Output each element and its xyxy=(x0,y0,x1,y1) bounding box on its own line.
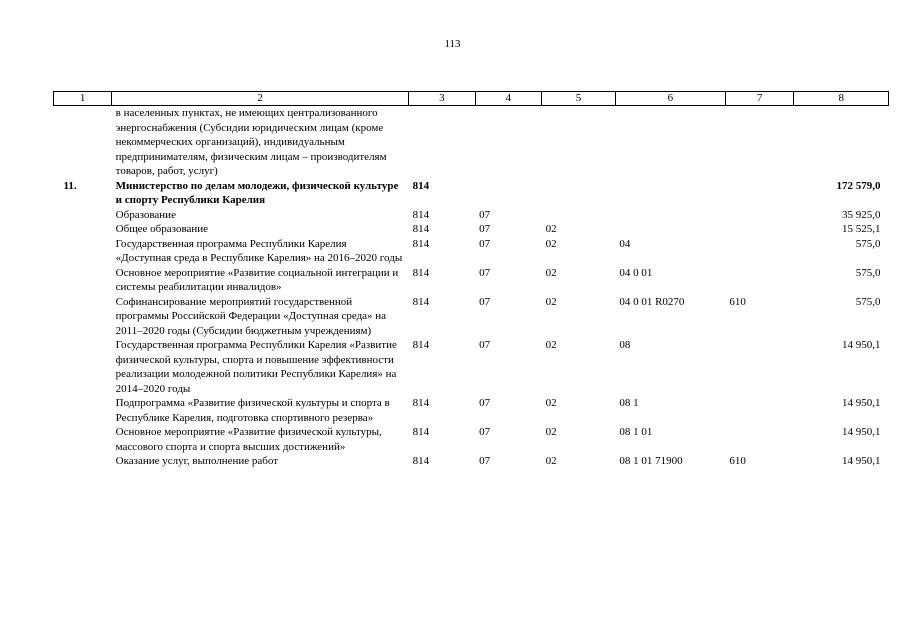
row-subsection-code: 02 xyxy=(545,295,557,308)
row-target-article xyxy=(615,106,725,179)
header-col-3: 3 xyxy=(409,92,475,106)
table-row xyxy=(54,396,889,425)
row-amount: 14 950,1 xyxy=(842,426,881,438)
row-target-article xyxy=(615,222,725,237)
header-col-7: 7 xyxy=(725,92,794,106)
row-ministry-code: 814 xyxy=(412,208,430,221)
row-amount: 575,0 xyxy=(855,295,881,308)
row-amount: 15 525,1 xyxy=(842,223,881,235)
row-number xyxy=(54,295,112,339)
row-amount: 14 950,1 xyxy=(842,397,881,409)
row-target-article: 08 1 01 xyxy=(619,426,653,438)
row-section-code: 07 xyxy=(479,426,491,438)
row-name: в населенных пунктах, не имеющих централизованного энергоснабжения (Субсидии юридическим лицам (кроме некоммерческих организаций), индивидуальным предпринимателям, физическим лицам – производителям товаров, работ, услуг) xyxy=(115,107,387,177)
table-row xyxy=(54,266,889,295)
row-subsection-code: 02 xyxy=(545,397,557,409)
row-amount: 575,0 xyxy=(855,266,881,279)
row-number xyxy=(54,425,112,454)
page-number: 113 xyxy=(444,38,461,50)
row-subsection-code xyxy=(542,179,616,208)
row-target-article xyxy=(615,208,725,223)
row-section-code: 07 xyxy=(479,455,491,467)
row-expense-type xyxy=(725,208,794,223)
row-target-article: 08 1 xyxy=(619,397,639,409)
row-section-code: 07 xyxy=(479,397,491,409)
row-expense-type xyxy=(725,338,794,396)
table-row xyxy=(54,179,889,208)
row-subsection-code: 02 xyxy=(545,455,557,467)
row-name: Софинансирование мероприятий государственной программы Российской Федерации «Доступная среда» на 2011–2020 годы (Субсидии бюджетным учреждениям) xyxy=(115,295,387,337)
row-number xyxy=(54,338,112,396)
row-name: Государственная программа Республики Карелия «Развитие физической культуры, спорта и повышение эффективности реализации молодежной политики Республики Карелия» на 2014–2020 годы xyxy=(115,339,397,395)
row-number: 11. xyxy=(63,179,77,192)
table-row xyxy=(54,454,889,469)
row-name: Подпрограмма «Развитие физической культуры и спорта в Республике Карелия, подготовка спортивного резерва» xyxy=(115,397,390,424)
row-number xyxy=(54,396,112,425)
row-expense-type xyxy=(725,106,794,179)
row-target-article: 04 0 01 xyxy=(619,266,653,279)
row-expense-type xyxy=(725,266,794,295)
table-row xyxy=(54,208,889,223)
table-row xyxy=(54,425,889,454)
row-ministry-code: 814 xyxy=(412,397,430,409)
table-row xyxy=(54,222,889,237)
row-name: Государственная программа Республики Карелия «Доступная среда в Республике Карелия» на 2016–2020 годы xyxy=(115,237,403,264)
header-col-6: 6 xyxy=(615,92,725,106)
row-section-code: 07 xyxy=(479,223,491,235)
row-ministry-code: 814 xyxy=(412,339,430,351)
row-subsection-code xyxy=(542,208,616,223)
row-section-code: 07 xyxy=(479,295,491,308)
row-ministry-code: 814 xyxy=(412,223,430,235)
table-row xyxy=(54,237,889,266)
row-subsection-code: 02 xyxy=(545,223,557,235)
header-row xyxy=(54,92,889,106)
row-subsection-code xyxy=(542,106,616,179)
budget-table xyxy=(53,91,889,469)
row-expense-type xyxy=(725,396,794,425)
row-expense-type xyxy=(725,179,794,208)
row-amount xyxy=(794,106,889,179)
table-row xyxy=(54,338,889,396)
row-number xyxy=(54,266,112,295)
row-name: Общее образование xyxy=(115,223,209,235)
row-subsection-code: 02 xyxy=(545,339,557,351)
row-ministry-code: 814 xyxy=(412,179,430,192)
row-subsection-code: 02 xyxy=(545,237,557,250)
row-expense-type xyxy=(725,222,794,237)
row-expense-type xyxy=(725,425,794,454)
row-name: Основное мероприятие «Развитие физической культуры, массового спорта и спорта высших достижений» xyxy=(115,426,382,453)
row-expense-type xyxy=(725,237,794,266)
row-ministry-code: 814 xyxy=(412,455,430,467)
row-ministry-code: 814 xyxy=(412,237,430,250)
row-ministry-code: 814 xyxy=(412,266,430,279)
row-number xyxy=(54,106,112,179)
row-amount: 575,0 xyxy=(855,237,881,250)
row-subsection-code: 02 xyxy=(545,426,557,438)
row-amount: 14 950,1 xyxy=(842,455,881,467)
row-section-code: 07 xyxy=(479,266,491,279)
row-section-code: 07 xyxy=(479,339,491,351)
row-number xyxy=(54,222,112,237)
row-amount: 14 950,1 xyxy=(842,339,881,351)
row-subsection-code: 02 xyxy=(545,266,557,279)
header-col-2: 2 xyxy=(112,92,409,106)
row-target-article: 08 1 01 71900 xyxy=(619,455,683,467)
table-row xyxy=(54,106,889,179)
row-ministry-code: 814 xyxy=(412,426,430,438)
row-target-article: 04 xyxy=(619,237,631,250)
row-ministry-code: 814 xyxy=(412,295,430,308)
row-section-code: 07 xyxy=(479,208,491,221)
row-section-code: 07 xyxy=(479,237,491,250)
row-amount: 172 579,0 xyxy=(836,179,881,192)
row-section-code xyxy=(475,106,541,179)
row-expense-type: 610 xyxy=(729,295,746,308)
row-target-article: 04 0 01 R0270 xyxy=(619,295,685,308)
row-number xyxy=(54,237,112,266)
row-ministry-code xyxy=(409,106,475,179)
header-col-1: 1 xyxy=(54,92,112,106)
row-name: Оказание услуг, выполнение работ xyxy=(115,455,279,467)
header-col-8: 8 xyxy=(794,92,889,106)
row-name: Образование xyxy=(115,208,176,221)
table-header xyxy=(54,92,889,106)
row-amount: 35 925,0 xyxy=(842,208,881,221)
table-row xyxy=(54,295,889,339)
header-col-4: 4 xyxy=(475,92,541,106)
row-section-code xyxy=(475,179,541,208)
row-number xyxy=(54,454,112,469)
row-target-article xyxy=(615,179,725,208)
row-target-article: 08 xyxy=(619,339,631,351)
row-name: Основное мероприятие «Развитие социальной интеграции и системы реабилитации инвалидов» xyxy=(115,266,399,293)
row-name: Министерство по делам молодежи, физической культуре и спорту Республики Карелия xyxy=(115,179,399,206)
row-expense-type: 610 xyxy=(729,455,746,467)
header-col-5: 5 xyxy=(542,92,616,106)
row-number xyxy=(54,208,112,223)
table-body xyxy=(54,106,889,469)
